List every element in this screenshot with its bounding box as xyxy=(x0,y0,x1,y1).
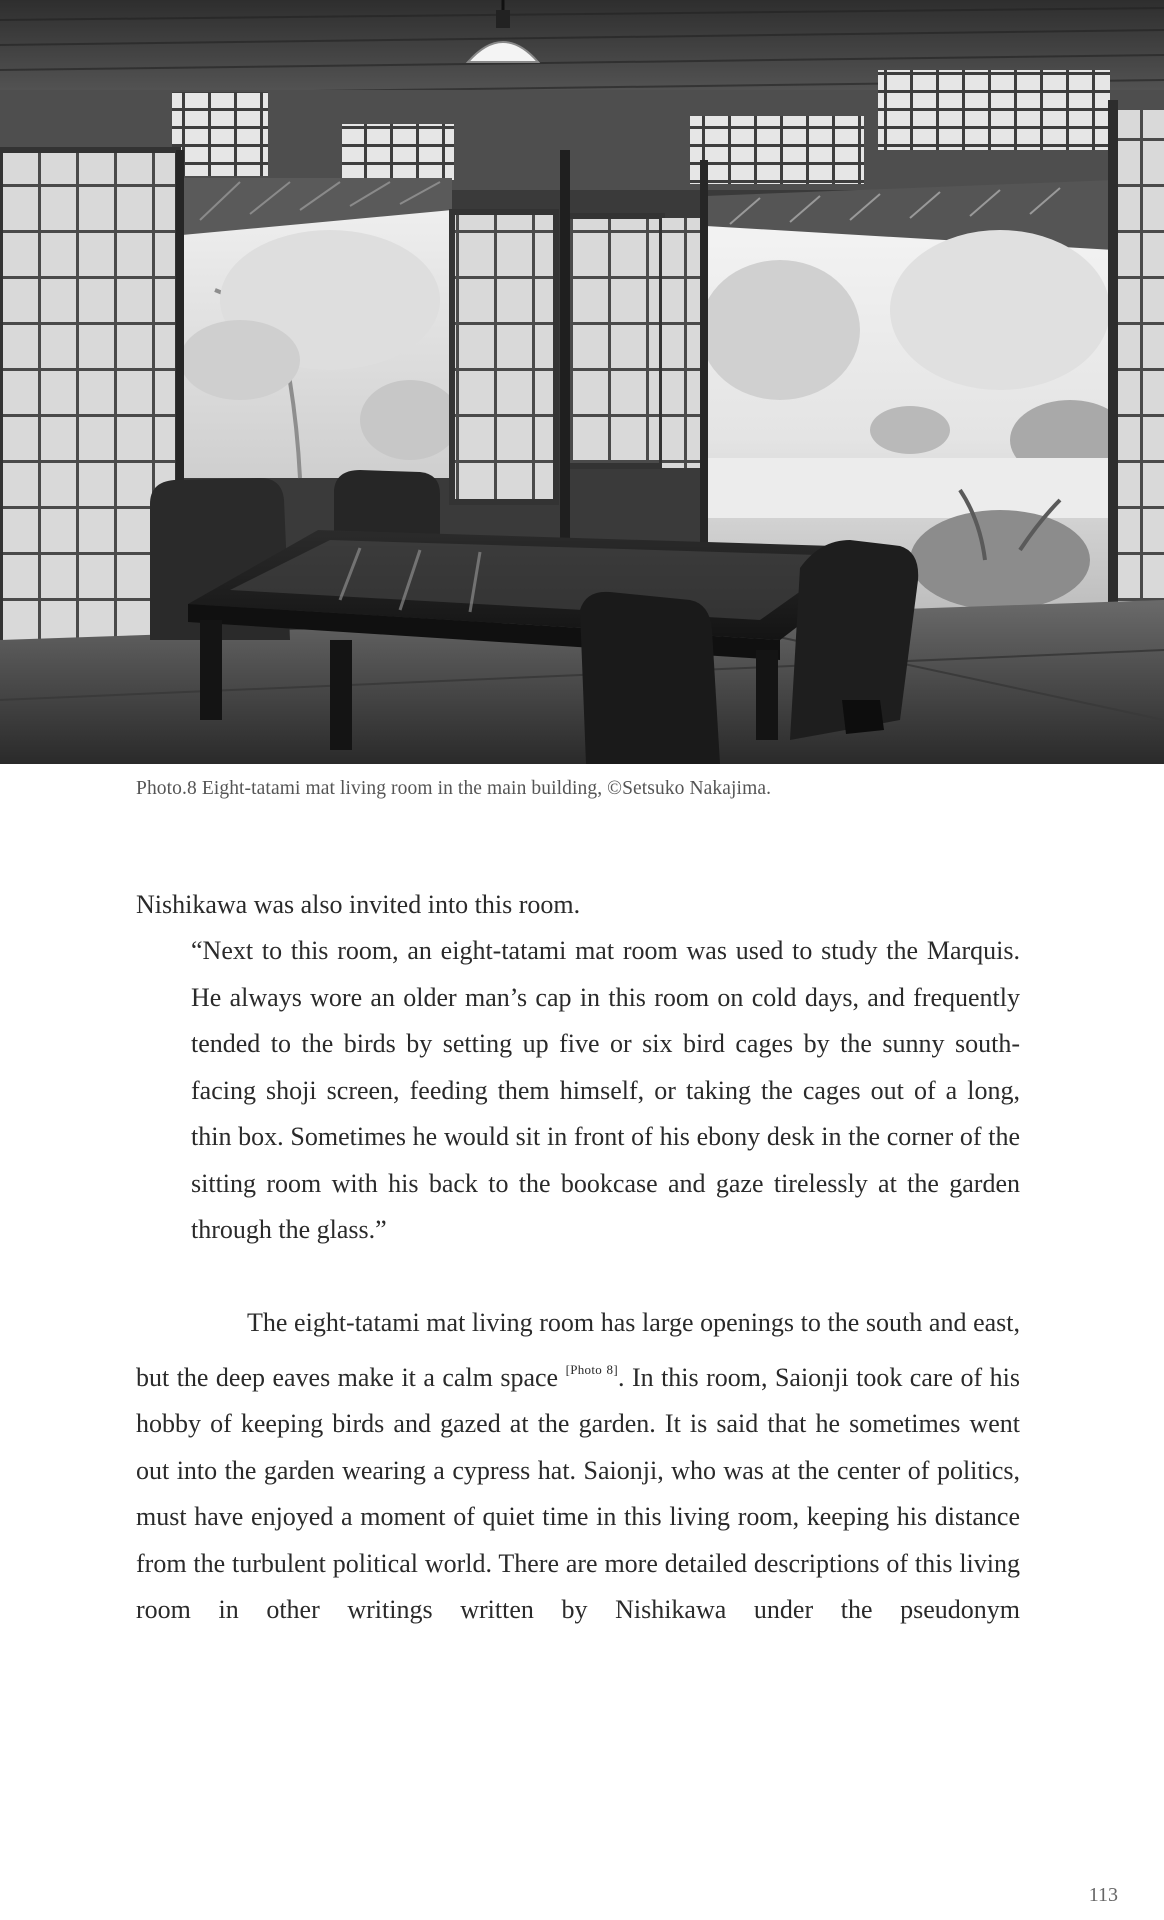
photo-reference: [Photo 8] xyxy=(565,1361,618,1377)
block-quote: “Next to this room, an eight-tatami mat room was used to study the Marquis. He always wore an older man’s cap in this room on cold days, and frequently tended to the birds by setting up five or six bird cages by the sunny south-facing shoji screen, feeding them himself, or taking the cages out of a long, thin box. Sometimes he would sit in front of his ebony desk in the corner of the sitting room with his back to the bookcase and gaze tirelessly at the garden through the glass.” xyxy=(191,936,1020,1244)
living-room-photo xyxy=(0,0,1164,764)
photo-caption: Photo.8 Eight-tatami mat living room in the main building, ©Setsuko Nakajima. xyxy=(136,778,772,799)
body-paragraph-1: Nishikawa was also invited into this room. xyxy=(136,890,581,919)
paragraph-2-part-2: . In this room, Saionji took care of his hobby of keeping birds and gazed at the garden. It is said that he sometimes went out into the garden wearing a cypress hat. Saionji, who was at the center of politics, must have enjoyed a moment of quiet time in this living room, keeping his distance from the turbulent political world. There are more detailed descriptions of this living room in other writings written by Nishikawa under the pseudonym xyxy=(136,1362,1020,1624)
paragraph-2-part-1: The eight-tatami mat living room has large openings to the south and east, but the deep eaves make it a calm space xyxy=(136,1308,1020,1392)
page-number: 113 xyxy=(1088,1884,1118,1906)
body-paragraph-2 xyxy=(136,1300,1020,1634)
